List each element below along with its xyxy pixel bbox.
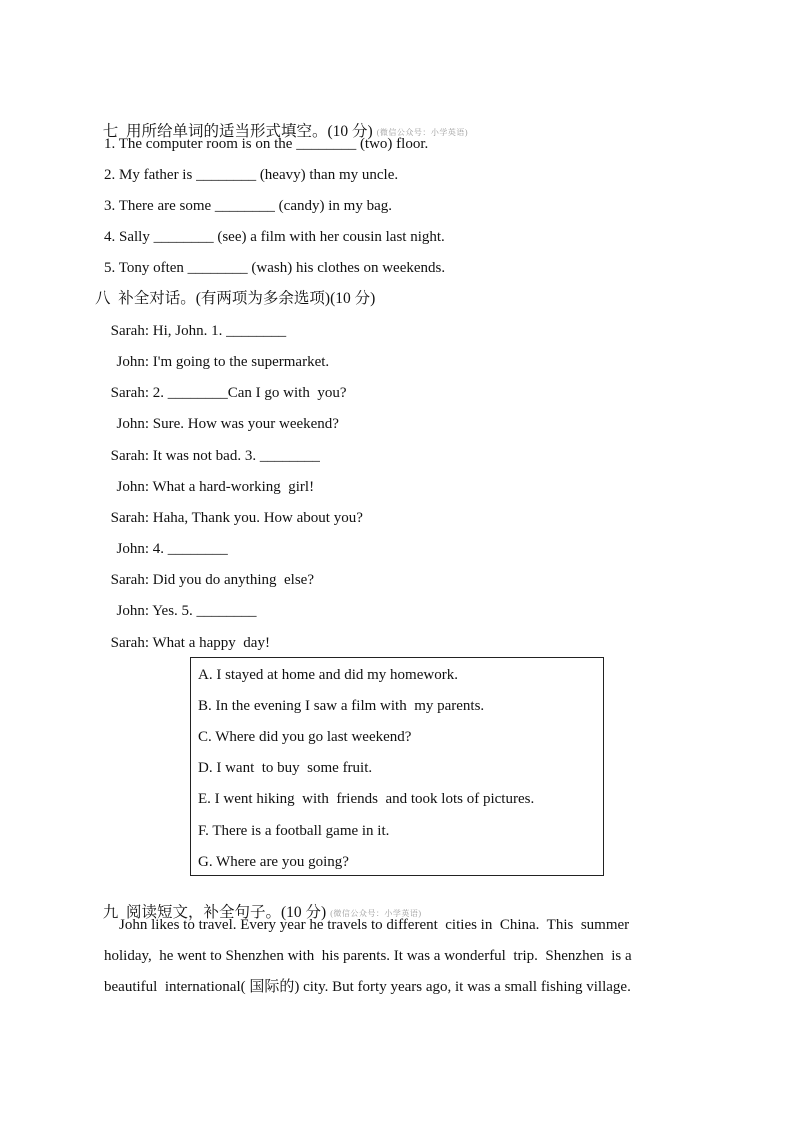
option-a: A. I stayed at home and did my homework. bbox=[198, 667, 458, 683]
reading-paragraph-line-1: John likes to travel. Every year he travels to different cities in China. This summer bbox=[104, 917, 630, 933]
reading-paragraph-line-2: holiday, he went to Shenzhen with his parents. It was a wonderful trip. Shenzhen is a bbox=[104, 948, 632, 964]
dialogue-text: Sure. How was your weekend? bbox=[152, 416, 339, 432]
dialogue-text: What a happy day! bbox=[152, 635, 270, 651]
dialogue-text: Haha, Thank you. How about you? bbox=[152, 510, 363, 526]
dialogue-speaker: Sarah: bbox=[110, 635, 149, 651]
dialogue-line-3 bbox=[103, 383, 346, 403]
option-b: B. In the evening I saw a film with my parents. bbox=[198, 698, 485, 714]
dialogue-speaker: Sarah: bbox=[110, 572, 149, 588]
section-9-heading-text: 九 阅读短文，补全句子。(10 分) bbox=[102, 904, 327, 921]
dialogue-speaker: Sarah: bbox=[110, 510, 149, 526]
fill-blank-item-3: 3. There are some ________ (candy) in my bag. bbox=[104, 198, 392, 214]
option-g: G. Where are you going? bbox=[198, 854, 349, 870]
dialogue-line-4 bbox=[103, 414, 339, 434]
dialogue-text: Did you do anything else? bbox=[152, 572, 314, 588]
dialogue-line-5 bbox=[103, 446, 320, 466]
dialogue-line-1 bbox=[103, 321, 286, 341]
option-e: E. I went hiking with friends and took lots of pictures. bbox=[198, 791, 535, 807]
dialogue-text: It was not bad. 3. ________ bbox=[152, 448, 320, 464]
dialogue-text: What a hard-working girl! bbox=[152, 479, 315, 495]
dialogue-speaker: Sarah: bbox=[110, 323, 149, 339]
dialogue-speaker: John: bbox=[116, 416, 149, 432]
fill-blank-item-4: 4. Sally ________ (see) a film with her cousin last night. bbox=[104, 229, 445, 245]
dialogue-speaker: John: bbox=[116, 479, 149, 495]
option-d: D. I want to buy some fruit. bbox=[198, 760, 373, 776]
section-7-heading-text: 七 用所给单词的适当形式填空。(10 分) bbox=[102, 123, 373, 140]
fill-blank-item-2: 2. My father is ________ (heavy) than my uncle. bbox=[104, 167, 399, 183]
dialogue-speaker: John: bbox=[116, 603, 149, 619]
dialogue-line-9 bbox=[103, 570, 314, 590]
dialogue-speaker: John: bbox=[116, 354, 149, 370]
dialogue-speaker: Sarah: bbox=[110, 385, 149, 401]
reading-paragraph-line-3: beautiful international( 国际的) city. But forty years ago, it was a small fishing village. bbox=[104, 979, 631, 995]
dialogue-speaker: Sarah: bbox=[110, 448, 149, 464]
dialogue-line-7 bbox=[103, 508, 363, 528]
dialogue-line-11 bbox=[103, 633, 270, 653]
dialogue-line-6 bbox=[103, 477, 314, 497]
dialogue-text: 4. ________ bbox=[152, 541, 228, 557]
section-7-watermark: (微信公众号：小学英语) bbox=[376, 128, 469, 137]
fill-blank-item-5: 5. Tony often ________ (wash) his clothes on weekends. bbox=[104, 260, 446, 276]
dialogue-text: Hi, John. 1. ________ bbox=[152, 323, 287, 339]
dialogue-line-2 bbox=[103, 352, 329, 372]
dialogue-text: 2. ________Can I go with you? bbox=[152, 385, 347, 401]
option-f: F. There is a football game in it. bbox=[198, 823, 390, 839]
dialogue-text: I'm going to the supermarket. bbox=[152, 354, 330, 370]
option-c: C. Where did you go last weekend? bbox=[198, 729, 412, 745]
dialogue-speaker: John: bbox=[116, 541, 149, 557]
dialogue-text: Yes. 5. ________ bbox=[152, 603, 257, 619]
fill-blank-item-1: 1. The computer room is on the ________ (two) floor. bbox=[104, 136, 429, 152]
dialogue-line-8 bbox=[103, 539, 228, 559]
section-8-heading: 八 补全对话。(有两项为多余选项)(10 分) bbox=[95, 290, 376, 307]
dialogue-line-10 bbox=[103, 601, 257, 621]
options-box bbox=[190, 657, 604, 876]
section-9-watermark: (微信公众号：小学英语) bbox=[330, 909, 422, 918]
